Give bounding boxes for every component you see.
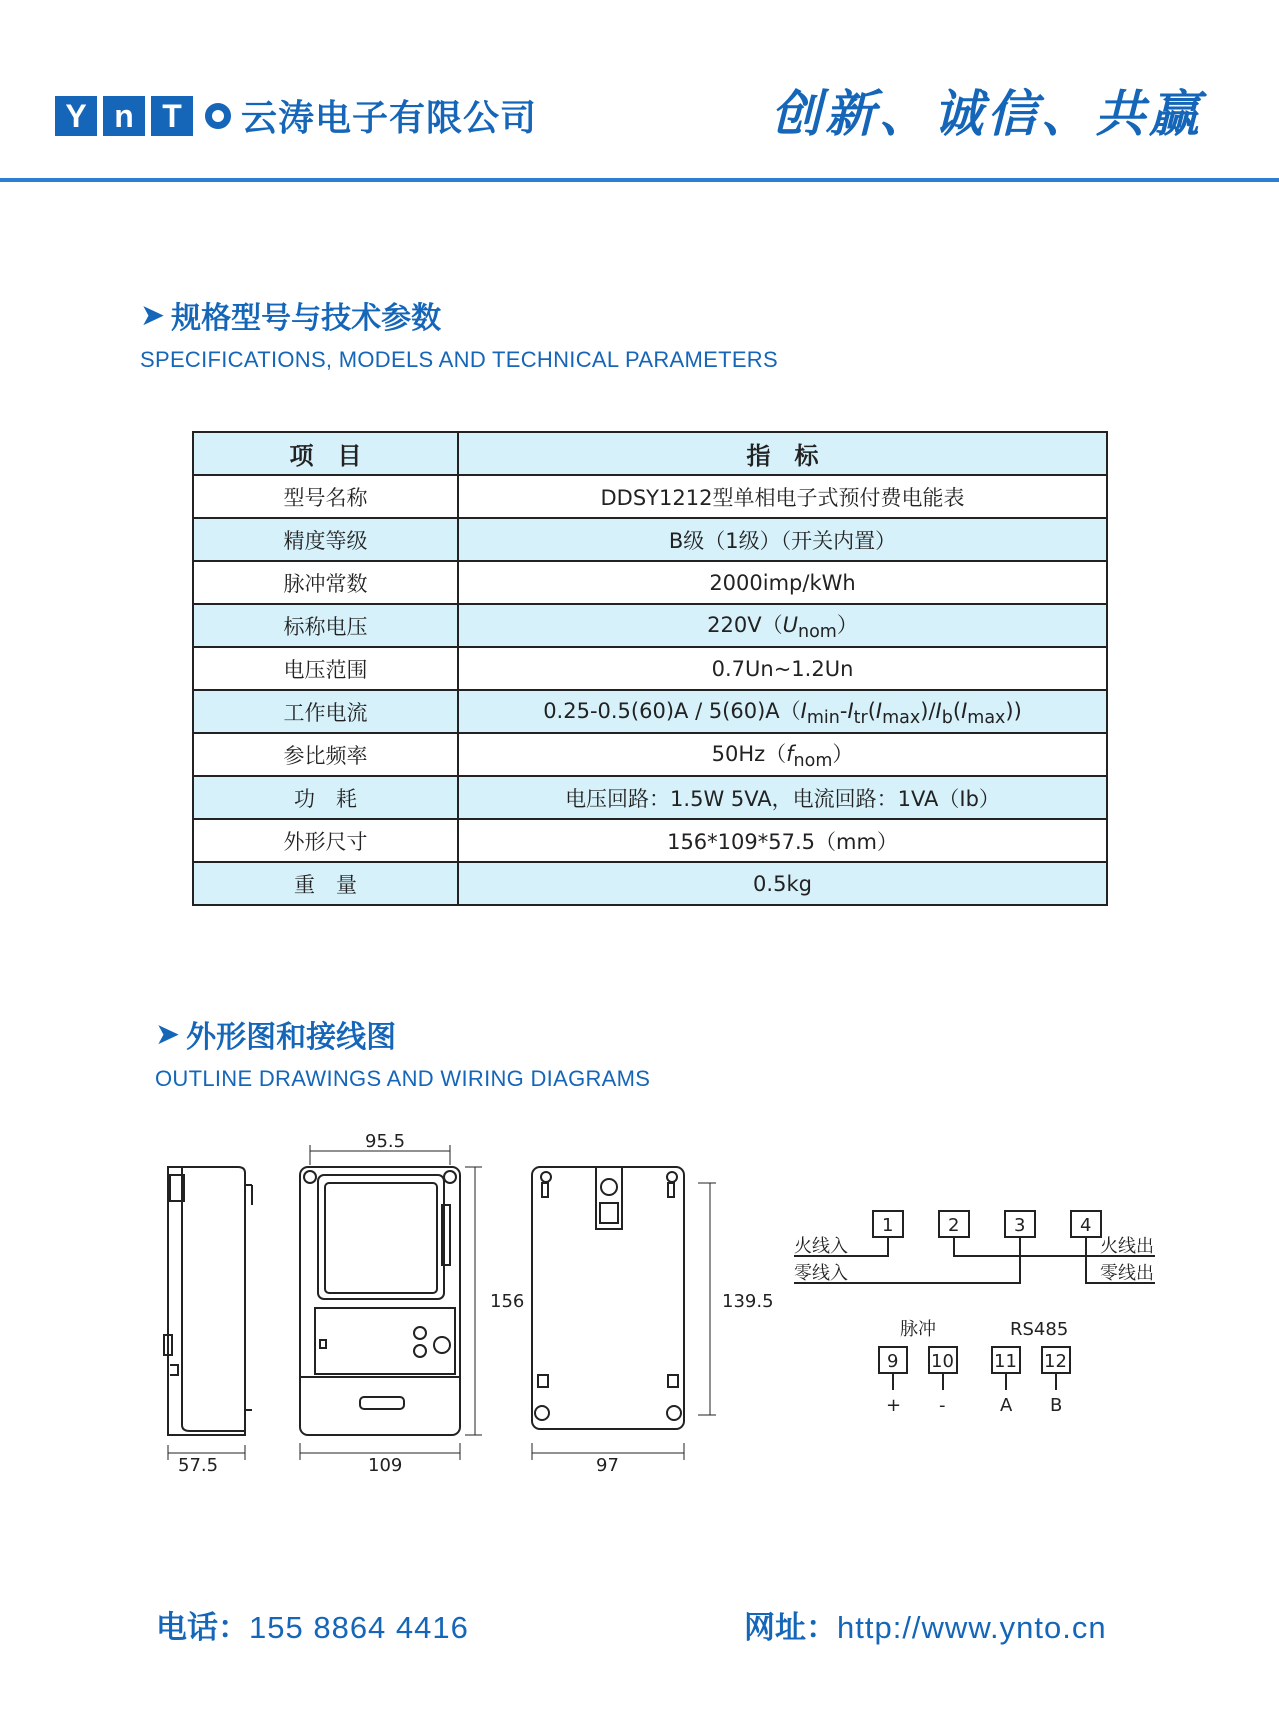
arrow-right-icon: ➤ (155, 1016, 181, 1052)
table-row (193, 819, 1107, 862)
spec-title-cn: 规格型号与技术参数 (171, 301, 442, 336)
rs485-b: B (1050, 1395, 1063, 1416)
row-value: $50Hz(f_{nom})$ (458, 733, 1107, 776)
table-row (193, 776, 1107, 819)
live-in-label: 火线入 (794, 1236, 848, 1257)
logo-ring-icon (205, 103, 231, 129)
logo-letter-n: n (103, 96, 145, 136)
terminal-11: 11 (994, 1351, 1017, 1372)
rs485-label: RS485 (1010, 1319, 1069, 1340)
row-item: 外形尺寸 (193, 819, 458, 862)
table-row (193, 733, 1107, 776)
table-row (193, 604, 1107, 647)
spec-section-title (140, 293, 778, 373)
dim-front-width: 109 (368, 1455, 403, 1476)
arrow-right-icon: ➤ (140, 297, 166, 333)
row-value: 156*109*57.5（mm） (458, 819, 1107, 862)
row-item: 脉冲常数 (193, 561, 458, 604)
slogan: 创新、诚信、共赢 (771, 84, 1203, 143)
table-row (193, 561, 1107, 604)
row-value: 2000imp/kWh (458, 561, 1107, 604)
row-value: $0.25-0.5(60)A / 5(60)A(I_{min}-I_{tr}(I_{max})/I_b(I_{max}))$ (458, 690, 1107, 733)
web-label: 网址： (744, 1610, 837, 1646)
table-header-row (193, 432, 1107, 475)
website-url[interactable]: http://www.ynto.cn (837, 1610, 1107, 1645)
row-item: 精度等级 (193, 518, 458, 561)
terminal-10: 10 (931, 1351, 954, 1372)
pulse-label: 脉冲 (900, 1319, 936, 1340)
terminal-2: 2 (948, 1215, 960, 1236)
row-value: $220V(U_{nom})$ (458, 604, 1107, 647)
row-item: 型号名称 (193, 475, 458, 518)
logo-letter-y: Y (55, 96, 97, 136)
row-item: 参比频率 (193, 733, 458, 776)
drawing-section-title (155, 1012, 650, 1092)
front-view-drawing (300, 1145, 482, 1460)
rs485-a: A (1000, 1395, 1013, 1416)
row-item: 电压范围 (193, 647, 458, 690)
terminal-9: 9 (887, 1351, 899, 1372)
table-row (193, 475, 1107, 518)
row-item: 标称电压 (193, 604, 458, 647)
table-row (193, 518, 1107, 561)
dim-back-height: 139.5 (722, 1291, 774, 1312)
phone-label: 电话： (156, 1610, 249, 1646)
terminal-12: 12 (1044, 1351, 1067, 1372)
side-view-drawing (164, 1167, 252, 1460)
row-value: 0.7Un~1.2Un (458, 647, 1107, 690)
neutral-in-label: 零线入 (794, 1263, 848, 1284)
header-divider (0, 178, 1279, 182)
dim-back-width: 97 (596, 1455, 619, 1476)
table-header-item: 项 目 (193, 432, 458, 475)
row-value: 电压回路：1.5W 5VA，电流回路：1VA（Ib） (458, 776, 1107, 819)
outline-drawings (150, 1125, 1170, 1485)
terminal-4: 4 (1080, 1215, 1092, 1236)
row-value: DDSY1212型单相电子式预付费电能表 (458, 475, 1107, 518)
row-value: B级（1级）（开关内置） (458, 518, 1107, 561)
row-item: 重 量 (193, 862, 458, 905)
dim-side-width: 57.5 (178, 1455, 219, 1476)
logo-letter-t: T (151, 96, 193, 136)
footer-phone (156, 1602, 469, 1647)
back-view-drawing (532, 1167, 716, 1460)
table-row (193, 862, 1107, 905)
table-header-value: 指 标 (458, 432, 1107, 475)
pulse-plus: + (886, 1395, 902, 1416)
footer-website (744, 1602, 1107, 1647)
dim-front-height: 156 (490, 1291, 525, 1312)
drawing-title-cn: 外形图和接线图 (186, 1020, 397, 1055)
spec-table (192, 431, 1108, 906)
company-name: 云涛电子有限公司 (241, 98, 538, 139)
spec-title-en: SPECIFICATIONS, MODELS AND TECHNICAL PARAMETERS (140, 347, 778, 372)
table-row (193, 647, 1107, 690)
page-header (0, 0, 1279, 180)
company-logo (55, 90, 537, 141)
row-value: 0.5kg (458, 862, 1107, 905)
terminal-1: 1 (882, 1215, 894, 1236)
neutral-out-label: 零线出 (1100, 1263, 1154, 1284)
table-row (193, 690, 1107, 733)
terminal-3: 3 (1014, 1215, 1026, 1236)
row-item: 工作电流 (193, 690, 458, 733)
pulse-minus: - (939, 1395, 946, 1416)
phone-number: 155 8864 4416 (249, 1610, 469, 1645)
drawing-title-en: OUTLINE DRAWINGS AND WIRING DIAGRAMS (155, 1066, 651, 1091)
row-item: 功 耗 (193, 776, 458, 819)
dim-front-top-width: 95.5 (365, 1131, 406, 1152)
live-out-label: 火线出 (1100, 1236, 1154, 1257)
